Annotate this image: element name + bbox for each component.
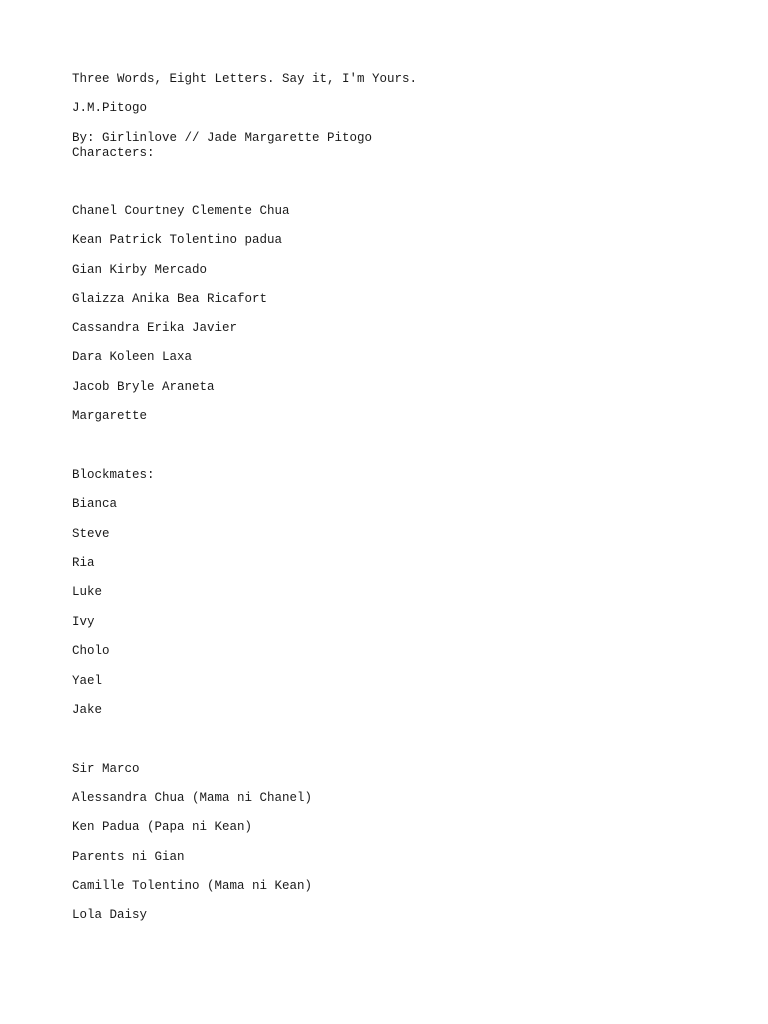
blockmate-list-item: Ria xyxy=(72,556,95,570)
document-title: Three Words, Eight Letters. Say it, I'm Yours. xyxy=(72,72,418,86)
author-name: J.M.Pitogo xyxy=(72,101,148,115)
characters-heading: Characters: xyxy=(72,146,155,160)
blockmate-list-item: Yael xyxy=(72,674,103,688)
character-list-item: Chanel Courtney Clemente Chua xyxy=(72,204,290,218)
other-character-list-item: Ken Padua (Papa ni Kean) xyxy=(72,820,253,834)
other-character-list-item: Camille Tolentino (Mama ni Kean) xyxy=(72,879,313,893)
other-character-list-item: Lola Daisy xyxy=(72,908,148,922)
character-list-item: Margarette xyxy=(72,409,148,423)
character-list-item: Cassandra Erika Javier xyxy=(72,321,238,335)
blockmate-list-item: Steve xyxy=(72,527,110,541)
character-list-item: Dara Koleen Laxa xyxy=(72,350,193,364)
blockmates-heading: Blockmates: xyxy=(72,468,155,482)
character-list-item: Gian Kirby Mercado xyxy=(72,263,208,277)
blockmate-list-item: Jake xyxy=(72,703,103,717)
character-list-item: Kean Patrick Tolentino padua xyxy=(72,233,283,247)
byline: By: Girlinlove // Jade Margarette Pitogo xyxy=(72,131,373,145)
blockmate-list-item: Ivy xyxy=(72,615,95,629)
character-list-item: Jacob Bryle Araneta xyxy=(72,380,215,394)
blockmate-list-item: Luke xyxy=(72,585,103,599)
blockmate-list-item: Bianca xyxy=(72,497,118,511)
character-list-item: Glaizza Anika Bea Ricafort xyxy=(72,292,268,306)
other-character-list-item: Parents ni Gian xyxy=(72,850,185,864)
blockmate-list-item: Cholo xyxy=(72,644,110,658)
other-character-list-item: Alessandra Chua (Mama ni Chanel) xyxy=(72,791,313,805)
other-character-list-item: Sir Marco xyxy=(72,762,140,776)
